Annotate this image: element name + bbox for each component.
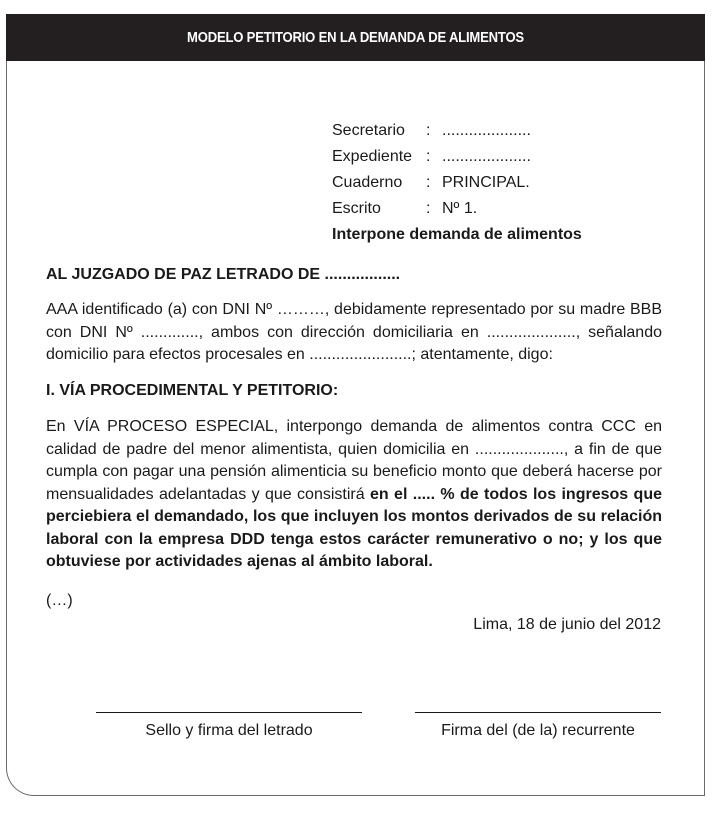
meta-value: .................... xyxy=(442,122,531,139)
meta-separator: : xyxy=(426,122,431,139)
meta-value: .................... xyxy=(442,148,531,165)
meta-row-escrito xyxy=(332,196,582,222)
meta-label: Cuaderno xyxy=(332,174,403,191)
meta-row-cuaderno xyxy=(332,170,582,196)
petition-text: En VÍA PROCESO ESPECIAL, interpongo demanda de alimentos contra CCC en calidad de padre del menor alimentista, quien domicilia en ...................., a fin de que cumpla con pagar una pensión alimenticia su beneficio monto que deberá hacerse por mensualidades adelantadas y que consistirá xyxy=(46,418,662,503)
meta-label: Expediente xyxy=(332,148,413,165)
document-header xyxy=(6,14,705,61)
ellipsis-text: (…) xyxy=(46,592,73,609)
meta-separator: : xyxy=(426,200,431,217)
petition-paragraph xyxy=(46,416,662,574)
meta-label: Escrito xyxy=(332,200,381,217)
meta-value: PRINCIPAL. xyxy=(442,174,530,191)
document-title: MODELO PETITORIO EN LA DEMANDA DE ALIMENTOS xyxy=(41,14,670,61)
meta-row-expediente xyxy=(332,144,582,170)
signature-line-left xyxy=(96,712,362,713)
petition-text-bold: en el ..... % de todos los ingresos que perciebiera el demandado, los que incluyen los montos derivados de su relación laboral con la empresa DDD tenga estos carácter remunerativo o no; y los que obtuviese por actividades ajenas al ámbito laboral. xyxy=(46,485,662,570)
case-metadata xyxy=(332,118,582,248)
intro-paragraph: AAA identificado (a) con DNI Nº ………, debidamente representado por su madre BBB con DNI Nº ............., ambos con dirección domiciliaria en ...................., señalando domicilio para efectos procesales en .......................; atentamente, digo: xyxy=(46,301,662,363)
meta-separator: : xyxy=(426,148,431,165)
section-heading: I. VÍA PROCEDIMENTAL Y PETITORIO: xyxy=(46,382,339,399)
signature-line-right xyxy=(415,712,661,713)
meta-subject: Interpone demanda de alimentos xyxy=(332,226,582,243)
signature-label-right: Firma del (de la) recurrente xyxy=(441,722,635,739)
court-addressee: AL JUZGADO DE PAZ LETRADO DE ................. xyxy=(46,266,401,283)
signature-label-left: Sello y firma del letrado xyxy=(145,722,313,739)
meta-value: Nº 1. xyxy=(442,200,478,217)
meta-separator: : xyxy=(426,174,431,191)
date-line: Lima, 18 de junio del 2012 xyxy=(473,616,661,633)
meta-row-secretario xyxy=(332,118,582,144)
meta-label: Secretario xyxy=(332,122,405,139)
